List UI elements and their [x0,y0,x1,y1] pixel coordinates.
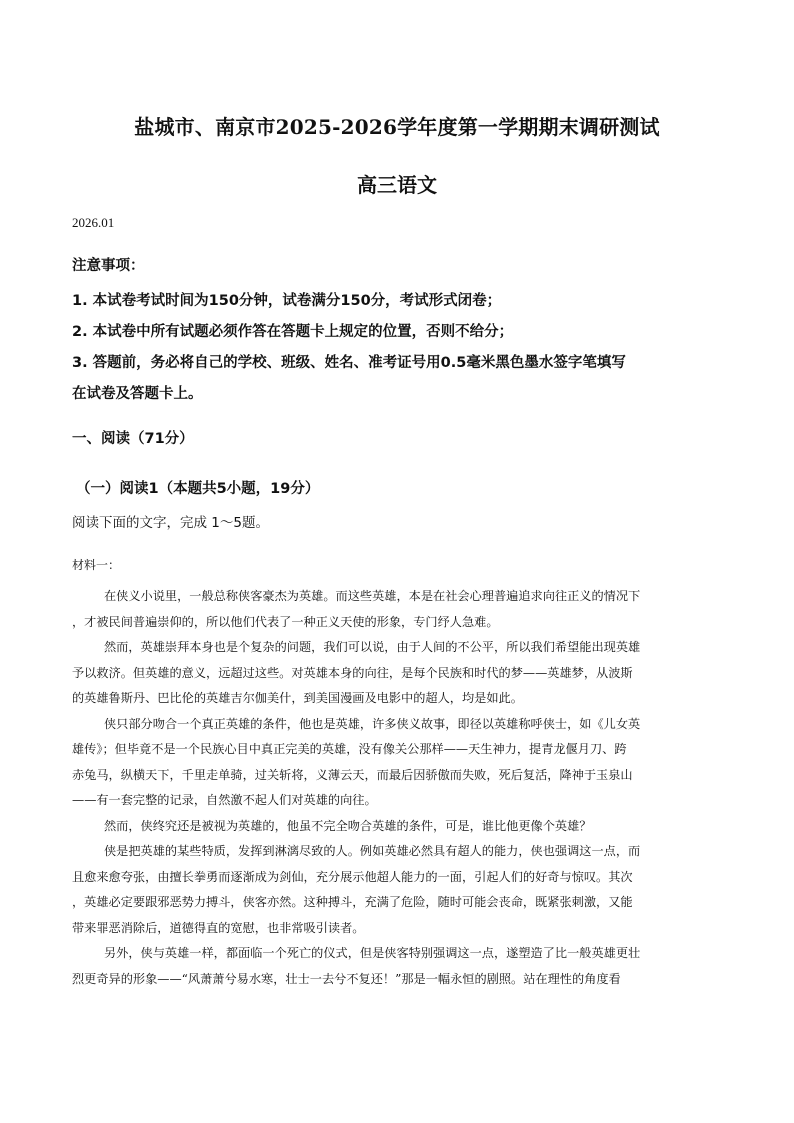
passage-line: 雄传》；但毕竟不是一个民族心目中真正完美的英雄，没有像关公那样——天生神力，提青龙偃月刀、跨 [72,742,627,756]
exam-notes [72,254,732,410]
passage-line: 赤兔马，纵横天下，千里走单骑，过关斩将，义薄云天，而最后因骄傲而失败，死后复活，降神于玉泉山 [72,767,633,782]
passage-line: 另外，侠与英雄一样，都面临一个死亡的仪式，但是侠客特别强调这一点，遂塑造了比一般英雄更壮 [104,946,641,960]
passage-line: 且愈来愈夸张，由擅长拳勇而逐渐成为剑仙，充分展示他超人能力的一面，引起人们的好奇与惊叹。其次 [72,869,633,884]
passage-line: 予以救济。但英雄的意义，远超过这些。对英雄本身的向往，是每个民族和时代的梦——英雄梦，从波斯 [72,665,633,680]
passage-line: 在侠义小说里，一般总称侠客豪杰为英雄。而这些英雄，本是在社会心理普遍追求向往正义的情况下 [104,589,641,603]
passage-line: 侠是把英雄的某些特质，发挥到淋漓尽致的人。例如英雄必然具有超人的能力，侠也强调这一点，而 [104,844,641,858]
notes-item: 1. 本试卷考试时间为150分钟，试卷满分150分，考试形式闭卷； [72,293,502,309]
notes-item: 2. 本试卷中所有试题必须作答在答题卡上规定的位置，否则不给分； [72,324,514,340]
notes-item: 3. 答题前，务必将自己的学校、班级、姓名、准考证号用0.5毫米黑色墨水签字笔填写 [72,355,626,371]
passage-line: 烈更奇异的形象——“风萧萧兮易水寒，壮士一去兮不复还！”那是一幅永恒的剧照。站在理性的角度看 [72,971,621,986]
passage-line: ，英雄必定要跟邪恶势力搏斗，侠客亦然。这种搏斗，充满了危险，随时可能会丧命，既紧张刺激，又能 [72,895,633,909]
passage-line: ——有一套完整的记录，自然激不起人们对英雄的向往。 [72,793,377,807]
notes-item: 在试卷及答题卡上。 [72,386,203,402]
passage-line: 然而，英雄崇拜本身也是个复杂的问题，我们可以说，由于人间的不公平，所以我们希望能出现英雄 [104,640,641,654]
subsection-heading: （一）阅读1（本题共5小题，19分） [76,481,320,497]
passage-line: 的英雄鲁斯丹、巴比伦的英雄吉尔伽美什，到美国漫画及电影中的超人，均是如此。 [72,691,523,705]
exam-subject: 高三语文 [357,173,437,197]
material-label: 材料一： [72,558,121,572]
passage-line: 然而，侠终究还是被视为英雄的，他虽不完全吻合英雄的条件，可是，谁比他更像个英雄？ [104,818,592,833]
reading-passage [72,584,724,992]
passage-line: 带来罪恶消除后，道德得直的宽慰，也非常吸引读者。 [72,920,365,935]
exam-title: 盐城市、南京市2025-2026学年度第一学期期末调研测试 [134,115,660,139]
notes-heading: 注意事项： [72,258,145,274]
reading-instruction: 阅读下面的文字，完成 1～5题。 [72,515,269,531]
passage-line: 侠只部分吻合一个真正英雄的条件，他也是英雄，许多侠义故事，即径以英雄称呼侠士，如《儿女英 [104,716,641,731]
exam-date: 2026.01 [72,215,115,230]
section-heading: 一、阅读（71分） [72,431,194,447]
passage-line: ，才被民间普遍崇仰的，所以他们代表了一种正义天使的形象，专门纾人急难。 [72,614,499,629]
